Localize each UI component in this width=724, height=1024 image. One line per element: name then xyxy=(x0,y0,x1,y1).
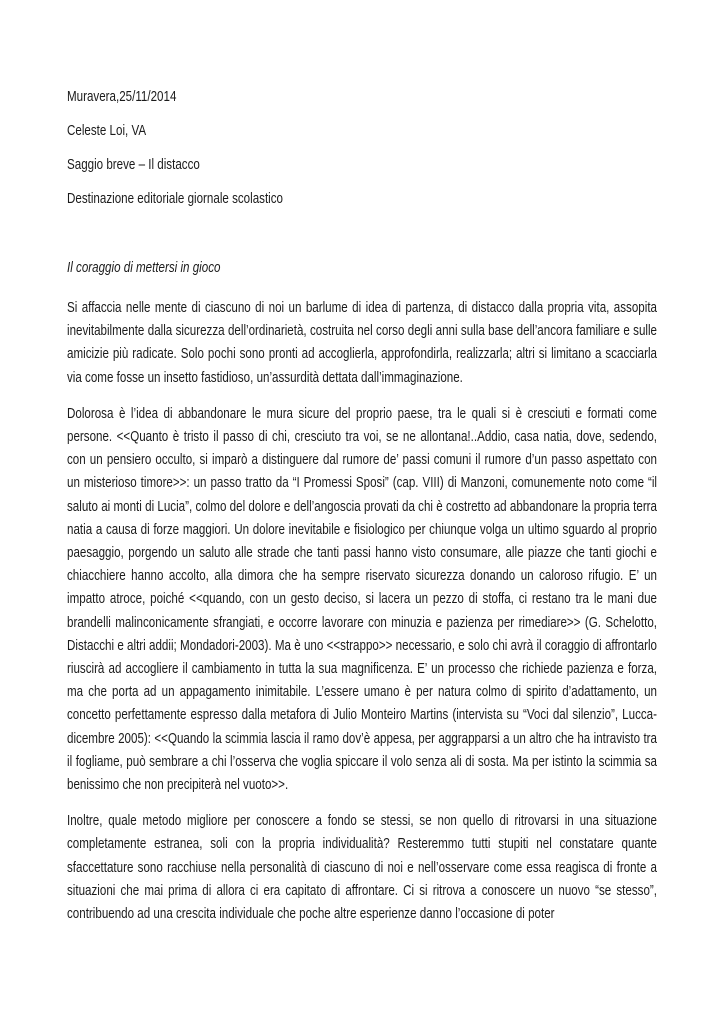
essay-title: Il coraggio di mettersi in gioco xyxy=(67,260,221,276)
assignment-line: Saggio breve – Il distacco xyxy=(67,157,200,173)
destination-line: Destinazione editoriale giornale scolastico xyxy=(67,191,284,207)
author-line: Celeste Loi, VA xyxy=(67,123,147,139)
dateline: Muravera,25/11/2014 xyxy=(67,89,177,105)
paragraph-1: Si affaccia nelle mente di ciascuno di noi un barlume di idea di partenza, di distacco dalla propria vita, assopita inevitabilmente dalla sicurezza dell’ordinarietà, costruita nel corso degli anni sulla base dell’ancora familiare e sulle amicizie più radicate. Solo pochi sono pronti ad accoglierla, approfondirla, realizzarla; altri si limitano a scacciarla via come fosse un insetto fastidioso, un’assurdità dettata dall’immaginazione. xyxy=(67,300,657,386)
paragraph-3: Inoltre, quale metodo migliore per conoscere a fondo se stessi, se non quello di ritrovarsi in una situazione completamente estranea, soli con la propria individualità? Resteremmo tutti stupiti nel constatare quante sfaccettature sono racchiuse nella personalità di ciascuno di noi e nell’osservare come essa reagisca di fronte a situazioni che mai prima di allora ci era capitato di affrontare. Ci si ritrova a conoscere un nuovo “se stesso”, contribuendo ad una crescita individuale che poche altre esperienze danno l’occasione di poter xyxy=(67,813,657,923)
paragraph-2: Dolorosa è l’idea di abbandonare le mura sicure del proprio paese, tra le quali si è cresciuti e formati come persone. <<Quanto è tristo il passo di chi, cresciuto tra voi, se ne allontana!..Addio, casa natia, dove, sedendo, con un pensiero occulto, si imparò a distinguere dal rumore de’ passi comuni il rumore d’un passo aspettato con un misterioso timore>>: un passo tratto da “I Promessi Sposi” (cap. VIII) di Manzoni, comunemente noto come “il saluto ai monti di Lucia”, colmo del dolore e dell’angoscia provati da chi è costretto ad abbandonare la propria terra natia a causa di forze maggiori. Un dolore inevitabile e fisiologico per chiunque volga un ultimo sguardo al proprio paesaggio, porgendo un saluto alle strade che tanti passi hanno visto consumare, alle piazze che tanti giochi e chiacchiere hanno accolto, alla dimora che ha sempre riservato sicurezza donando un caloroso rifugio. E’ un impatto atroce, poiché <<quando, con un gesto deciso, si lacera un pezzo di stoffa, ci restano tra le mani due brandelli malinconicamente sfrangiati, e occorre lavorare con minuzia e pazienza per rimediare>> (G. Schelotto, Distacchi e altri addii; Mondadori-2003). Ma è uno <<strappo>> necessario, e solo chi avrà il coraggio di affrontarlo riuscirà ad accogliere il cambiamento in tutta la sua magnificenza. E’ un processo che richiede pazienza e forza, ma che porta ad un appagamento inimitabile. L’essere umano è per natura colmo di spirito d’adattamento, un concetto perfettamente espresso dalla metafora di Julio Monteiro Martins (intervista su “Voci dal silenzio”, Lucca-dicembre 2005): <<Quando la scimmia lascia il ramo dov’è appesa, per aggrapparsi a un altro che ha intravisto tra il fogliame, può sembrare a chi l’osserva che voglia spiccare il volo senza ali di sosta. Ma per istinto la scimmia sa benissimo che non precipiterà nel vuoto>>. xyxy=(67,405,657,794)
document-content xyxy=(67,86,657,926)
